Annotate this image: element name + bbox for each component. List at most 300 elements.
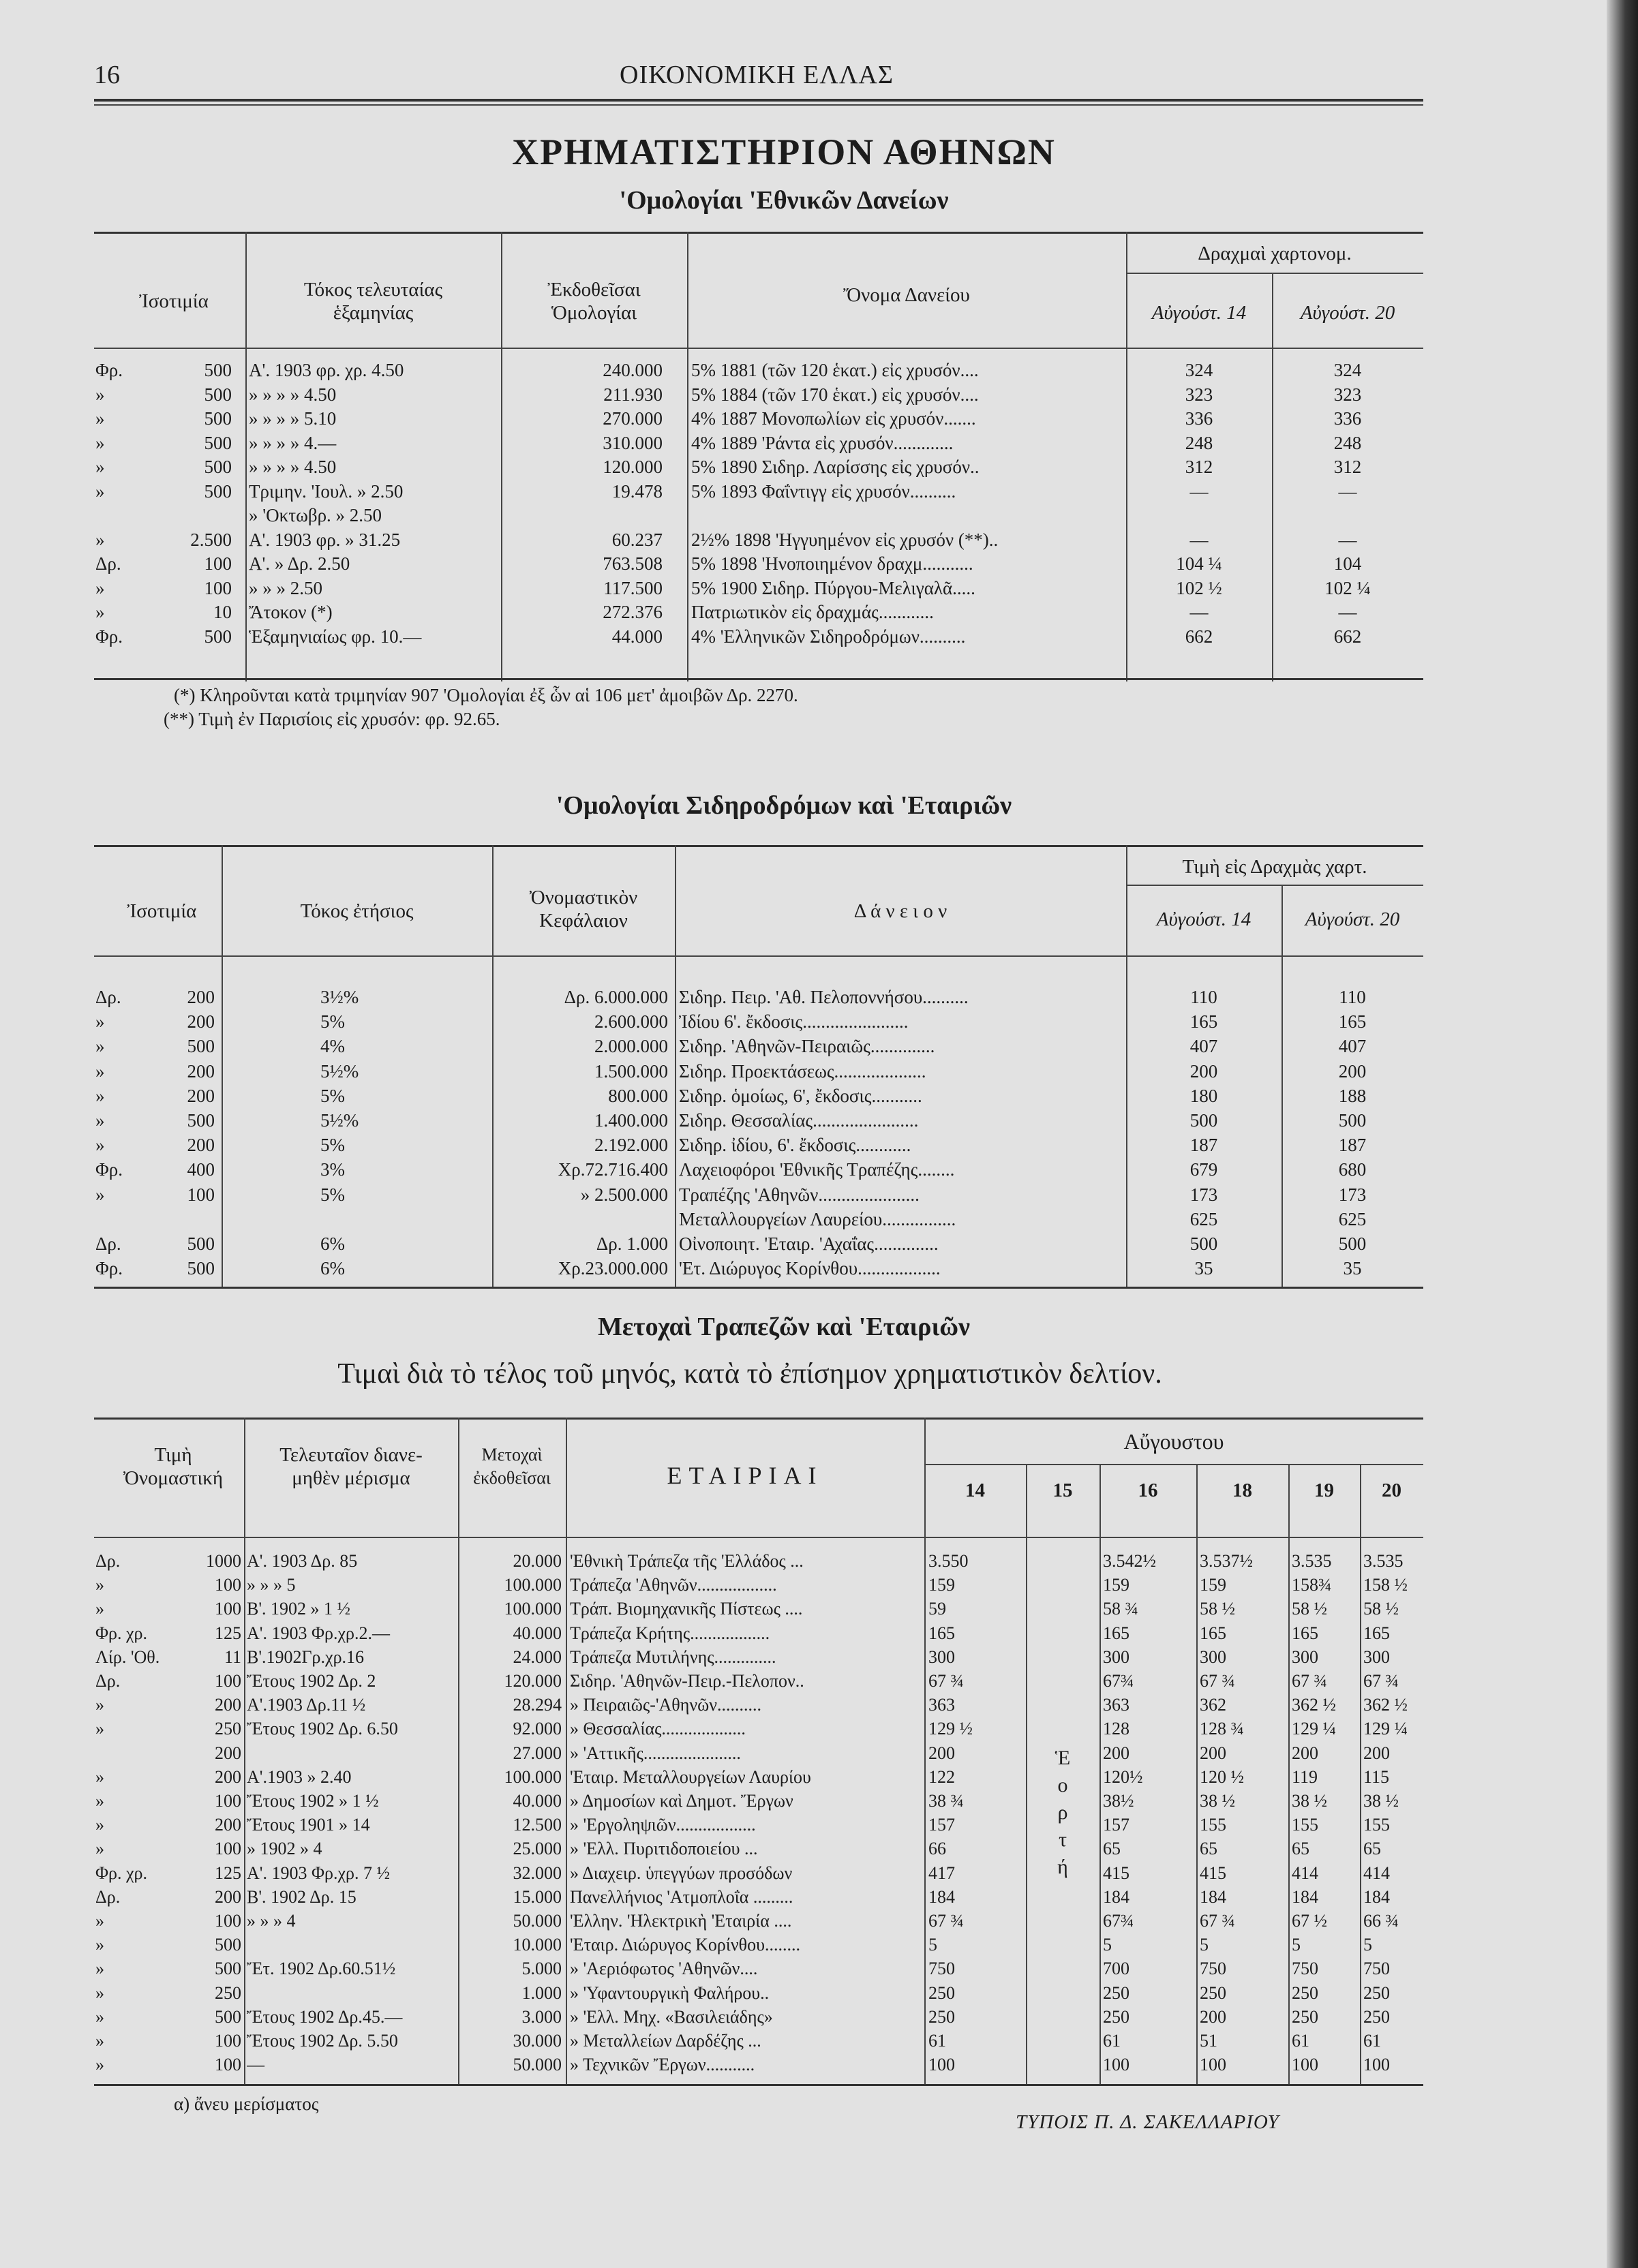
- s3-row: [0, 1718, 1638, 1739]
- s3-cell-shares: 50.000: [513, 1911, 562, 1931]
- s2-cell-currency: Δρ.: [95, 1233, 121, 1254]
- s1-cell-currency: Φρ.: [95, 360, 123, 380]
- s1-cell-currency: »: [95, 529, 105, 550]
- s1-cell-p20: 312: [1333, 457, 1362, 477]
- s3-cell-par: 500: [215, 1959, 241, 1979]
- s2-row: [0, 1036, 1638, 1057]
- s3-cell-shares: 25.000: [513, 1839, 562, 1859]
- s2-cell-tokos: 5%: [320, 1011, 345, 1032]
- s1-cell-tokos: Α'. 1903 φρ. » 31.25: [249, 529, 401, 550]
- s1-cell-name: 4% 1889 'Ράντα εἰς χρυσόν.............: [691, 432, 954, 453]
- s3-cell-par: 100: [215, 1575, 241, 1595]
- s3-cell-d19: 184: [1292, 1886, 1318, 1907]
- s1-cell-currency: »: [95, 480, 105, 502]
- s3-cell-shares: 1.000: [521, 1982, 562, 2003]
- s3-cell-company: Πανελλήνιος 'Ατμοπλοΐα .........: [570, 1886, 793, 1907]
- s2-cell-cap: Χρ.23.000.000: [558, 1258, 668, 1279]
- s3-cell-company: 'Εταιρ. Μεταλλουργείων Λαυρίου: [570, 1766, 811, 1787]
- s3-cell-d20: 61: [1363, 2031, 1381, 2051]
- s3-cell-d19: 129 ¼: [1292, 1719, 1336, 1739]
- s3-cell-d19: 362 ½: [1292, 1695, 1336, 1715]
- s2-hdr-d1: Αὐγούστ. 14: [1156, 908, 1252, 930]
- s1-cell-name: 2½% 1898 'Ηγγυημένον εἰς χρυσόν (**)..: [691, 529, 999, 550]
- s3-cell-d20: 155: [1363, 1815, 1390, 1835]
- s3-row: [0, 1574, 1638, 1595]
- s2-row: [0, 1233, 1638, 1255]
- s2-cell-currency: »: [95, 1184, 105, 1205]
- s3-cell-d20: 200: [1363, 1743, 1390, 1763]
- s3-cell-d18: 200: [1200, 2006, 1226, 2027]
- s3-cell-par: 100: [215, 2055, 241, 2075]
- s2-cell-p20: 625: [1338, 1208, 1367, 1229]
- s2-hdr-cap-1: Ὀνομαστικὸν: [529, 887, 638, 908]
- s3-cell-d18: 415: [1200, 1863, 1226, 1883]
- s1-bottom-rule: [94, 678, 1423, 680]
- s2-cell-currency: »: [95, 1036, 105, 1057]
- s2-cell-par: 200: [187, 1085, 215, 1106]
- s3-cell-company: » Πειραιῶς-'Αθηνῶν..........: [570, 1695, 761, 1715]
- s1-top-rule: [94, 232, 1423, 234]
- s3-cell-d19: 61: [1292, 2031, 1309, 2051]
- s3-cell-shares: 50.000: [513, 2055, 562, 2075]
- s3-cell-d19: 67 ½: [1292, 1911, 1327, 1931]
- s3-cell-d16: 250: [1103, 2006, 1129, 2027]
- s3-cell-d20: 5: [1363, 1935, 1372, 1955]
- s3-cell-d19: 750: [1292, 1959, 1318, 1979]
- s3-hdr-day-15: 15: [1052, 1480, 1073, 1501]
- s3-cell-shares: 32.000: [513, 1863, 562, 1883]
- s3-cell-d19: 300: [1292, 1646, 1318, 1667]
- s1-row: [0, 530, 1638, 551]
- s3-cell-currency: Δρ.: [95, 1551, 121, 1571]
- s2-cell-p20: 500: [1338, 1110, 1367, 1131]
- s3-cell-d14: 100: [928, 2055, 955, 2075]
- s1-cell-issued: 763.508: [603, 553, 663, 574]
- s1-cell-tokos: Ἑξαμηνιαίως φρ. 10.—: [249, 626, 422, 647]
- s3-row: [0, 1838, 1638, 1859]
- s2-cell-p20: 165: [1338, 1011, 1367, 1032]
- s3-cell-par: 200: [215, 1695, 241, 1715]
- s3-cell-d18: 750: [1200, 1959, 1226, 1979]
- s1-row: [0, 481, 1638, 502]
- s3-cell-d14: 38 ¾: [928, 1791, 964, 1811]
- s1-row: [0, 602, 1638, 623]
- s3-cell-company: » 'Εργοληψιῶν..................: [570, 1815, 756, 1835]
- s3-cell-par: 100: [215, 1671, 241, 1691]
- s2-row: [0, 1011, 1638, 1032]
- s3-cell-d20: 184: [1363, 1886, 1390, 1907]
- s2-cell-tokos: 5%: [320, 1184, 345, 1205]
- s3-cell-company: Τράπεζα Κρήτης..................: [570, 1623, 770, 1643]
- s3-cell-par: 200: [215, 1815, 241, 1835]
- s2-cell-cap: 800.000: [608, 1085, 668, 1106]
- s3-cell-shares: 12.500: [513, 1815, 562, 1835]
- s1-row: [0, 578, 1638, 599]
- s3-cell-company: » Μεταλλείων Δαρδέζης ...: [570, 2031, 761, 2051]
- s3-cell-company: » Διαχειρ. ὑπεγγύων προσόδων: [570, 1863, 793, 1883]
- s1-cell-p20: 323: [1333, 384, 1362, 405]
- s2-cell-p20: 407: [1338, 1036, 1367, 1057]
- s3-cell-par: 250: [215, 1719, 241, 1739]
- s1-cell-p20: —: [1338, 480, 1357, 502]
- s3-cell-shares: 100.000: [504, 1575, 562, 1595]
- s2-cell-currency: »: [95, 1085, 105, 1106]
- s2-cell-name: Σιδηρ. 'Αθηνῶν-Πειραιῶς..............: [679, 1036, 935, 1057]
- s3-footnote: α) ἄνευ μερίσματος: [174, 2094, 319, 2114]
- s3-cell-d20: 165: [1363, 1623, 1390, 1643]
- s3-cell-company: Σιδηρ. 'Αθηνῶν-Πειρ.-Πελοπον..: [570, 1671, 804, 1691]
- s2-cell-p14: 679: [1189, 1159, 1218, 1180]
- s2-group-rule: [1126, 885, 1423, 886]
- s2-cell-tokos: 4%: [320, 1036, 345, 1057]
- s2-cell-tokos: 5%: [320, 1085, 345, 1106]
- s3-cell-d14: 67 ¾: [928, 1911, 964, 1931]
- s1-cell-currency: »: [95, 577, 105, 598]
- s2-bottom-rule: [94, 1287, 1423, 1289]
- s1-hdr-d1: Αὐγούστ. 14: [1151, 302, 1247, 324]
- s1-cell-issued: 211.930: [603, 384, 663, 405]
- s3-cell-d18: 120 ½: [1200, 1766, 1244, 1787]
- s3-cell-d20: 100: [1363, 2055, 1390, 2075]
- s1-cell-currency: »: [95, 384, 105, 405]
- s3-cell-currency: »: [95, 1815, 104, 1835]
- s2-cell-p14: 165: [1189, 1011, 1218, 1032]
- s2-cell-name: Σιδηρ. ὁμοίως, 6', ἔκδοσις...........: [679, 1085, 922, 1106]
- s1-cell-tokos: » » » » 4.50: [249, 384, 337, 405]
- s3-top-rule: [94, 1418, 1423, 1420]
- s1-cell-currency: »: [95, 432, 105, 453]
- s2-cell-par: 200: [187, 987, 215, 1007]
- s2-cell-par: 500: [187, 1233, 215, 1254]
- section2-heading: 'Ομολογίαι Σιδηροδρόμων καὶ 'Εταιριῶν: [556, 791, 1012, 820]
- s3-row: [0, 1646, 1638, 1668]
- s3-cell-par: 100: [215, 1911, 241, 1931]
- s3-row: [0, 2030, 1638, 2051]
- s3-cell-d19: 3.535: [1292, 1551, 1332, 1571]
- s3-cell-d18: 38 ½: [1200, 1791, 1235, 1811]
- s3-hdr-div-2: μηθὲν μέρισμα: [292, 1467, 410, 1489]
- s2-hdr-daneion: Δ ά ν ε ι ο ν: [853, 900, 947, 922]
- s3-cell-company: » Τεχνικῶν Ἔργων...........: [570, 2055, 755, 2075]
- s3-cell-dividend: Α'. 1903 Φρ.χρ.2.—: [247, 1623, 390, 1643]
- s3-cell-currency: »: [95, 1982, 104, 2003]
- s3-cell-par: 100: [215, 1839, 241, 1859]
- section1-heading: 'Ομολογίαι 'Εθνικῶν Δανείων: [619, 186, 949, 215]
- s2-cell-p14: 200: [1189, 1060, 1218, 1082]
- s3-row: [0, 1814, 1638, 1835]
- s2-cell-par: 400: [187, 1159, 215, 1180]
- s1-cell-tokos: » » » » 4.50: [249, 457, 337, 477]
- s3-cell-d19: 250: [1292, 1982, 1318, 2003]
- s3-cell-currency: »: [95, 1791, 104, 1811]
- s3-cell-dividend: Α'. 1903 Δρ. 85: [247, 1551, 358, 1571]
- s2-cell-currency: »: [95, 1060, 105, 1082]
- s2-row: [0, 1135, 1638, 1156]
- s3-cell-par: 1000: [206, 1551, 241, 1571]
- s1-hdr-ekdo-2: Ὁμολογίαι: [551, 302, 637, 324]
- s3-cell-d14: 250: [928, 1982, 955, 2003]
- s2-hdr-tokos: Τόκος ἐτήσιος: [300, 900, 414, 922]
- s1-hdr-tokos-1: Τόκος τελευταίας: [303, 279, 443, 301]
- s3-cell-d16: 159: [1103, 1575, 1129, 1595]
- s1-cell-p20: —: [1338, 602, 1357, 622]
- s3-cell-par: 500: [215, 1935, 241, 1955]
- s3-cell-d20: 115: [1363, 1766, 1390, 1787]
- s1-cell-issued: 310.000: [603, 432, 663, 453]
- s2-row: [0, 987, 1638, 1008]
- s1-hdr-tokos-2: ἑξαμηνίας: [333, 302, 414, 324]
- s2-cell-name: Ἰδίου 6'. ἔκδοσις.......................: [679, 1011, 909, 1032]
- s3-hdr-par-2: Ὀνομαστική: [123, 1467, 224, 1489]
- s1-cell-issued: 60.237: [611, 529, 663, 550]
- s3-cell-shares: 28.294: [513, 1695, 562, 1715]
- s3-row: [0, 1670, 1638, 1691]
- s1-cell-name: 5% 1890 Σιδηρ. Λαρίσσης εἰς χρυσόν..: [691, 457, 980, 477]
- s1-cell-issued: 117.500: [603, 577, 663, 598]
- s2-cell-currency: Φρ.: [95, 1159, 123, 1180]
- s2-row: [0, 1209, 1638, 1230]
- s1-cell-p20: 104: [1333, 553, 1362, 574]
- s3-cell-shares: 24.000: [513, 1646, 562, 1667]
- s2-row: [0, 1184, 1638, 1206]
- s1-row: [0, 457, 1638, 478]
- s3-cell-shares: 40.000: [513, 1791, 562, 1811]
- s2-cell-p20: 35: [1343, 1258, 1362, 1279]
- s3-row: [0, 1743, 1638, 1764]
- s2-cell-p14: 407: [1189, 1036, 1218, 1057]
- s3-cell-shares: 3.000: [521, 2006, 562, 2027]
- s2-cell-p14: 180: [1189, 1085, 1218, 1106]
- s3-row: [0, 1598, 1638, 1619]
- s3-cell-d16: 3.542½: [1103, 1551, 1156, 1571]
- s3-cell-d20: 129 ¼: [1363, 1719, 1408, 1739]
- s1-cell-p20: 324: [1333, 360, 1362, 380]
- s3-cell-currency: »: [95, 1695, 104, 1715]
- s1-cell-name: 4% 'Ελληνικῶν Σιδηροδρόμων..........: [691, 626, 966, 647]
- s2-cell-currency: »: [95, 1011, 105, 1032]
- s2-hdr-group: Τιμὴ εἰς Δραχμὰς χαρτ.: [1182, 856, 1367, 878]
- s3-cell-d14: 184: [928, 1886, 955, 1907]
- s3-cell-d20: 67 ¾: [1363, 1671, 1399, 1691]
- s3-cell-d18: 65: [1200, 1839, 1217, 1859]
- s1-cell-par: 100: [204, 553, 232, 574]
- s1-cell-name: 5% 1900 Σιδηρ. Πύργου-Μελιγαλᾶ.....: [691, 577, 975, 598]
- s3-cell-shares: 5.000: [521, 1959, 562, 1979]
- s1-cell-name: 5% 1881 (τῶν 120 ἑκατ.) εἰς χρυσόν....: [691, 360, 979, 380]
- s3-cell-company: Τράπ. Βιομηχανικῆς Πίστεως ....: [570, 1599, 803, 1619]
- s3-cell-shares: 10.000: [513, 1935, 562, 1955]
- s3-cell-d18: 250: [1200, 1982, 1226, 2003]
- s3-cell-dividend: » » » 5: [247, 1575, 296, 1595]
- s3-row: [0, 1982, 1638, 2004]
- s3-cell-shares: 15.000: [513, 1886, 562, 1907]
- s3-cell-d14: 66: [928, 1839, 946, 1859]
- s3-cell-d19: 165: [1292, 1623, 1318, 1643]
- s1-cell-p14: 248: [1185, 432, 1213, 453]
- s3-cell-currency: »: [95, 1935, 104, 1955]
- s1-cell-p20: 102 ¼: [1324, 577, 1371, 598]
- s2-cell-par: 500: [187, 1036, 215, 1057]
- s1-hdr-d2: Αὐγούστ. 20: [1300, 302, 1395, 324]
- s3-cell-d18: 155: [1200, 1815, 1226, 1835]
- s1-cell-p14: —: [1189, 529, 1209, 550]
- s1-cell-issued: 270.000: [603, 408, 663, 429]
- s1-cell-par: 500: [204, 408, 232, 429]
- s3-cell-d18: 128 ¾: [1200, 1719, 1244, 1739]
- main-title: ΧΡΗΜΑΤΙΣΤΗΡΙΟΝ ΑΘΗΝΩΝ: [512, 132, 1056, 172]
- s3-cell-d20: 250: [1363, 2006, 1390, 2027]
- s2-row: [0, 1258, 1638, 1279]
- s3-cell-d18: 100: [1200, 2055, 1226, 2075]
- s3-cell-d19: 414: [1292, 1863, 1318, 1883]
- s1-cell-issued: 272.376: [603, 602, 663, 622]
- s1-cell-issued: 120.000: [603, 457, 663, 477]
- s3-cell-d20: 158 ½: [1363, 1575, 1408, 1595]
- printer-credit: ΤΥΠΟΙΣ Π. Δ. ΣΑΚΕΛΛΑΡΙΟΥ: [1016, 2111, 1279, 2133]
- s1-note-2: (**) Τιμὴ ἐν Παρισίοις εἰς χρυσόν: φρ. 92.65.: [164, 709, 500, 729]
- s3-header-bottom: [94, 1537, 1423, 1538]
- s2-cell-tokos: 3%: [320, 1159, 345, 1180]
- s3-cell-d14: 61: [928, 2031, 946, 2051]
- s3-hdr-day-19: 19: [1314, 1480, 1334, 1501]
- s3-cell-d19: 38 ½: [1292, 1791, 1327, 1811]
- s3-row: [0, 1623, 1638, 1644]
- s3-cell-dividend: Β'.1902Γρ.χρ.16: [247, 1646, 365, 1667]
- s1-cell-currency: »: [95, 408, 105, 429]
- s2-cell-p20: 188: [1338, 1085, 1367, 1106]
- s2-cell-p14: 110: [1190, 987, 1217, 1007]
- s3-cell-dividend: Ἔτους 1902 » 1 ½: [247, 1791, 379, 1811]
- s3-cell-d18: 200: [1200, 1743, 1226, 1763]
- s3-cell-par: 200: [215, 1743, 241, 1763]
- s2-cell-cap: Δρ. 6.000.000: [564, 987, 668, 1007]
- s3-cell-currency: Φρ. χρ.: [95, 1863, 147, 1883]
- s3-cell-par: 100: [215, 1599, 241, 1619]
- s3-month-rule: [924, 1464, 1423, 1465]
- s1-cell-p14: 323: [1185, 384, 1213, 405]
- s3-hdr-day-14: 14: [965, 1480, 985, 1501]
- s2-cell-cap: 2.000.000: [594, 1036, 668, 1057]
- s2-top-rule: [94, 845, 1423, 847]
- s2-cell-p20: 110: [1339, 987, 1366, 1007]
- s1-row: [0, 553, 1638, 574]
- s3-cell-d19: 100: [1292, 2055, 1318, 2075]
- s3-cell-d16: 157: [1103, 1815, 1129, 1835]
- s3-cell-company: » 'Υφαντουργικὴ Φαλήρου..: [570, 1982, 770, 2003]
- s1-cell-tokos: Τριμην. 'Ιουλ. » 2.50: [249, 480, 404, 502]
- s3-cell-company: » Θεσσαλίας...................: [570, 1719, 746, 1739]
- s3-row: [0, 1694, 1638, 1715]
- s3-cell-company: 'Ελλην. 'Ηλεκτρικὴ 'Εταιρία ....: [570, 1911, 792, 1931]
- s3-row: [0, 1790, 1638, 1811]
- s3-cell-d14: 3.550: [928, 1551, 969, 1571]
- s3-cell-dividend: Α'. 1903 Φρ.χρ. 7 ½: [247, 1863, 390, 1883]
- s3-row: [0, 1910, 1638, 1931]
- s3-row: [0, 1766, 1638, 1788]
- s1-cell-tokos: Α'. » Δρ. 2.50: [249, 553, 350, 574]
- s3-row: [0, 1550, 1638, 1572]
- s2-cell-p14: 500: [1189, 1233, 1218, 1254]
- s3-cell-currency: »: [95, 1575, 104, 1595]
- s3-cell-company: Τράπεζα Μυτιλήνης..............: [570, 1646, 776, 1667]
- s3-hdr-month: Αὔγουστου: [1123, 1429, 1224, 1454]
- s3-cell-d14: 5: [928, 1935, 937, 1955]
- s2-cell-name: Σιδηρ. Προεκτάσεως....................: [679, 1060, 926, 1082]
- s2-cell-cap: 1.500.000: [594, 1060, 668, 1082]
- s3-cell-d16: 65: [1103, 1839, 1121, 1859]
- s3-cell-d20: 750: [1363, 1959, 1390, 1979]
- s3-cell-d16: 200: [1103, 1743, 1129, 1763]
- s3-cell-company: » 'Αεριόφωτος 'Αθηνῶν....: [570, 1959, 758, 1979]
- s1-hdr-onoma: Ὄνομα Δανείου: [843, 284, 970, 306]
- s2-cell-par: 200: [187, 1135, 215, 1156]
- s1-cell-par: 500: [204, 626, 232, 647]
- s3-cell-company: 'Εταιρ. Διώρυγος Κορίνθου........: [570, 1935, 800, 1955]
- s3-cell-d14: 250: [928, 2006, 955, 2027]
- s3-cell-d16: 415: [1103, 1863, 1129, 1883]
- s3-row: [0, 1886, 1638, 1907]
- s1-cell-par: 500: [204, 480, 232, 502]
- s1-cell-tokos: Α'. 1903 φρ. χρ. 4.50: [249, 360, 404, 380]
- s2-cell-name: Σιδηρ. Πειρ. 'Αθ. Πελοποννήσου..........: [679, 987, 969, 1007]
- s3-cell-d18: 184: [1200, 1886, 1226, 1907]
- s3-cell-d19: 5: [1292, 1935, 1301, 1955]
- s3-cell-dividend: Α'.1903 Δρ.11 ½: [247, 1695, 366, 1715]
- page-number: 16: [94, 61, 120, 89]
- s3-cell-dividend: Ἔτους 1902 Δρ. 6.50: [247, 1719, 398, 1739]
- s2-row: [0, 1086, 1638, 1107]
- s2-cell-p14: 187: [1189, 1135, 1218, 1156]
- s1-header-bottom: [94, 348, 1423, 349]
- s3-cell-d14: 363: [928, 1695, 955, 1715]
- s3-cell-currency: »: [95, 2006, 104, 2027]
- s3-cell-d19: 158¾: [1292, 1575, 1332, 1595]
- s3-cell-d18: 5: [1200, 1935, 1209, 1955]
- s3-cell-d16: 100: [1103, 2055, 1129, 2075]
- s3-cell-d14: 59: [928, 1599, 946, 1619]
- s3-cell-dividend: Β'. 1902 » 1 ½: [247, 1599, 351, 1619]
- s3-cell-d19: 67 ¾: [1292, 1671, 1327, 1691]
- s3-cell-d16: 128: [1103, 1719, 1129, 1739]
- s3-cell-d20: 414: [1363, 1863, 1390, 1883]
- s1-cell-par: 500: [204, 360, 232, 380]
- s3-cell-dividend: —: [247, 2055, 264, 2075]
- s3-cell-d18: 165: [1200, 1623, 1226, 1643]
- s1-cell-issued: 240.000: [603, 360, 663, 380]
- s3-hdr-shares-2: ἐκδοθεῖσαι: [473, 1468, 551, 1488]
- s2-cell-p14: 625: [1189, 1208, 1218, 1229]
- s3-cell-dividend: Ἔτους 1901 » 14: [247, 1815, 370, 1835]
- s3-cell-d16: 165: [1103, 1623, 1129, 1643]
- s2-cell-par: 200: [187, 1060, 215, 1082]
- s1-cell-currency: »: [95, 602, 105, 622]
- s2-cell-cap: 2.192.000: [594, 1135, 668, 1156]
- s3-cell-d20: 300: [1363, 1646, 1390, 1667]
- header-rule: [94, 99, 1423, 102]
- s1-cell-name: 5% 1884 (τῶν 170 ἑκατ.) εἰς χρυσόν....: [691, 384, 979, 405]
- s2-cell-cap: » 2.500.000: [580, 1184, 668, 1205]
- s1-row: [0, 505, 1638, 526]
- s2-cell-name: 'Ετ. Διώρυγος Κορίνθου..................: [679, 1258, 941, 1279]
- s3-cell-shares: 100.000: [504, 1599, 562, 1619]
- s3-cell-d14: 159: [928, 1575, 955, 1595]
- s3-bottom-rule: [94, 2084, 1423, 2086]
- s2-cell-p20: 680: [1338, 1159, 1367, 1180]
- section3-subheading: Τιμαὶ διὰ τὸ τέλος τοῦ μηνός, κατὰ τὸ ἐπίσημον χρηματιστικὸν δελτίον.: [337, 1358, 1162, 1390]
- s1-cell-currency: Φρ.: [95, 626, 123, 647]
- s1-cell-par: 100: [204, 577, 232, 598]
- s3-cell-par: 500: [215, 2006, 241, 2027]
